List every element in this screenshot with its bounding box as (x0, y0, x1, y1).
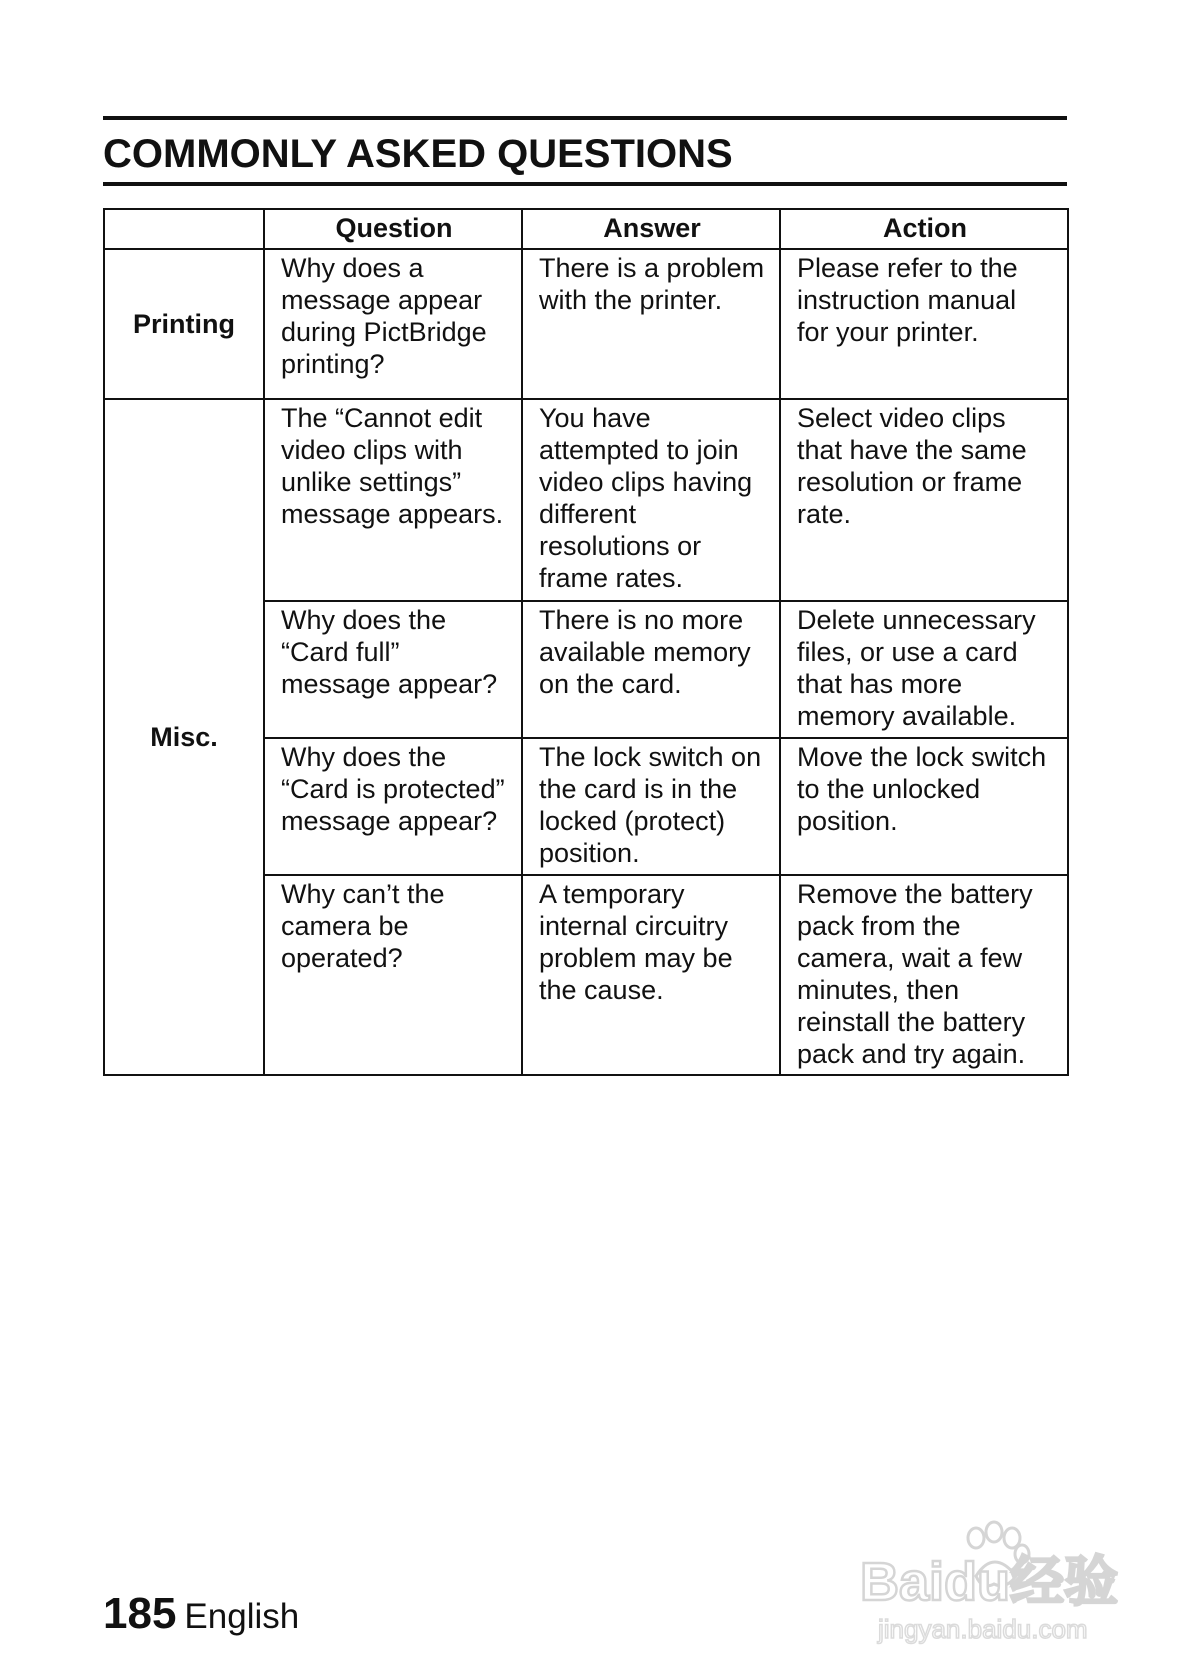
category-printing: Printing (104, 249, 264, 399)
page-footer (103, 1589, 299, 1639)
header-category (104, 209, 264, 249)
table-row (104, 249, 1068, 399)
page-language: English (184, 1597, 300, 1636)
page-title: COMMONLY ASKED QUESTIONS (103, 132, 733, 176)
answer-cell: There is a problem with the printer. (522, 249, 780, 399)
watermark-brand: Baidu经验 (860, 1552, 1119, 1612)
page-number: 185 (103, 1589, 177, 1638)
action-cell: Remove the battery pack from the camera, wait a few minutes, then reinstall the battery pack and try again. (780, 875, 1068, 1075)
table-row (104, 399, 1068, 601)
answer-cell: There is no more available memory on the card. (522, 601, 780, 738)
answer-cell: You have attempted to join video clips having different resolutions or frame rates. (522, 399, 780, 601)
watermark-url: jingyan.baidu.com (878, 1614, 1088, 1644)
faq-table (103, 208, 1069, 1076)
header-question: Question (264, 209, 522, 249)
header-answer: Answer (522, 209, 780, 249)
action-cell: Select video clips that have the same resolution or frame rate. (780, 399, 1068, 601)
action-cell: Delete unnecessary files, or use a card that has more memory available. (780, 601, 1068, 738)
question-cell: Why does the “Card full” message appear? (264, 601, 522, 738)
category-misc: Misc. (104, 399, 264, 1075)
baidu-watermark-logo (856, 1518, 1136, 1648)
question-cell: The “Cannot edit video clips with unlike settings” message appears. (264, 399, 522, 601)
table-header-row (104, 209, 1068, 249)
question-cell: Why does the “Card is protected” message appear? (264, 738, 522, 875)
question-cell: Why can’t the camera be operated? (264, 875, 522, 1075)
action-cell: Please refer to the instruction manual for your printer. (780, 249, 1068, 399)
answer-cell: The lock switch on the card is in the locked (protect) position. (522, 738, 780, 875)
question-cell: Why does a message appear during PictBridge printing? (264, 249, 522, 399)
answer-cell: A temporary internal circuitry problem may be the cause. (522, 875, 780, 1075)
action-cell: Move the lock switch to the unlocked position. (780, 738, 1068, 875)
title-block (103, 116, 1067, 186)
header-action: Action (780, 209, 1068, 249)
